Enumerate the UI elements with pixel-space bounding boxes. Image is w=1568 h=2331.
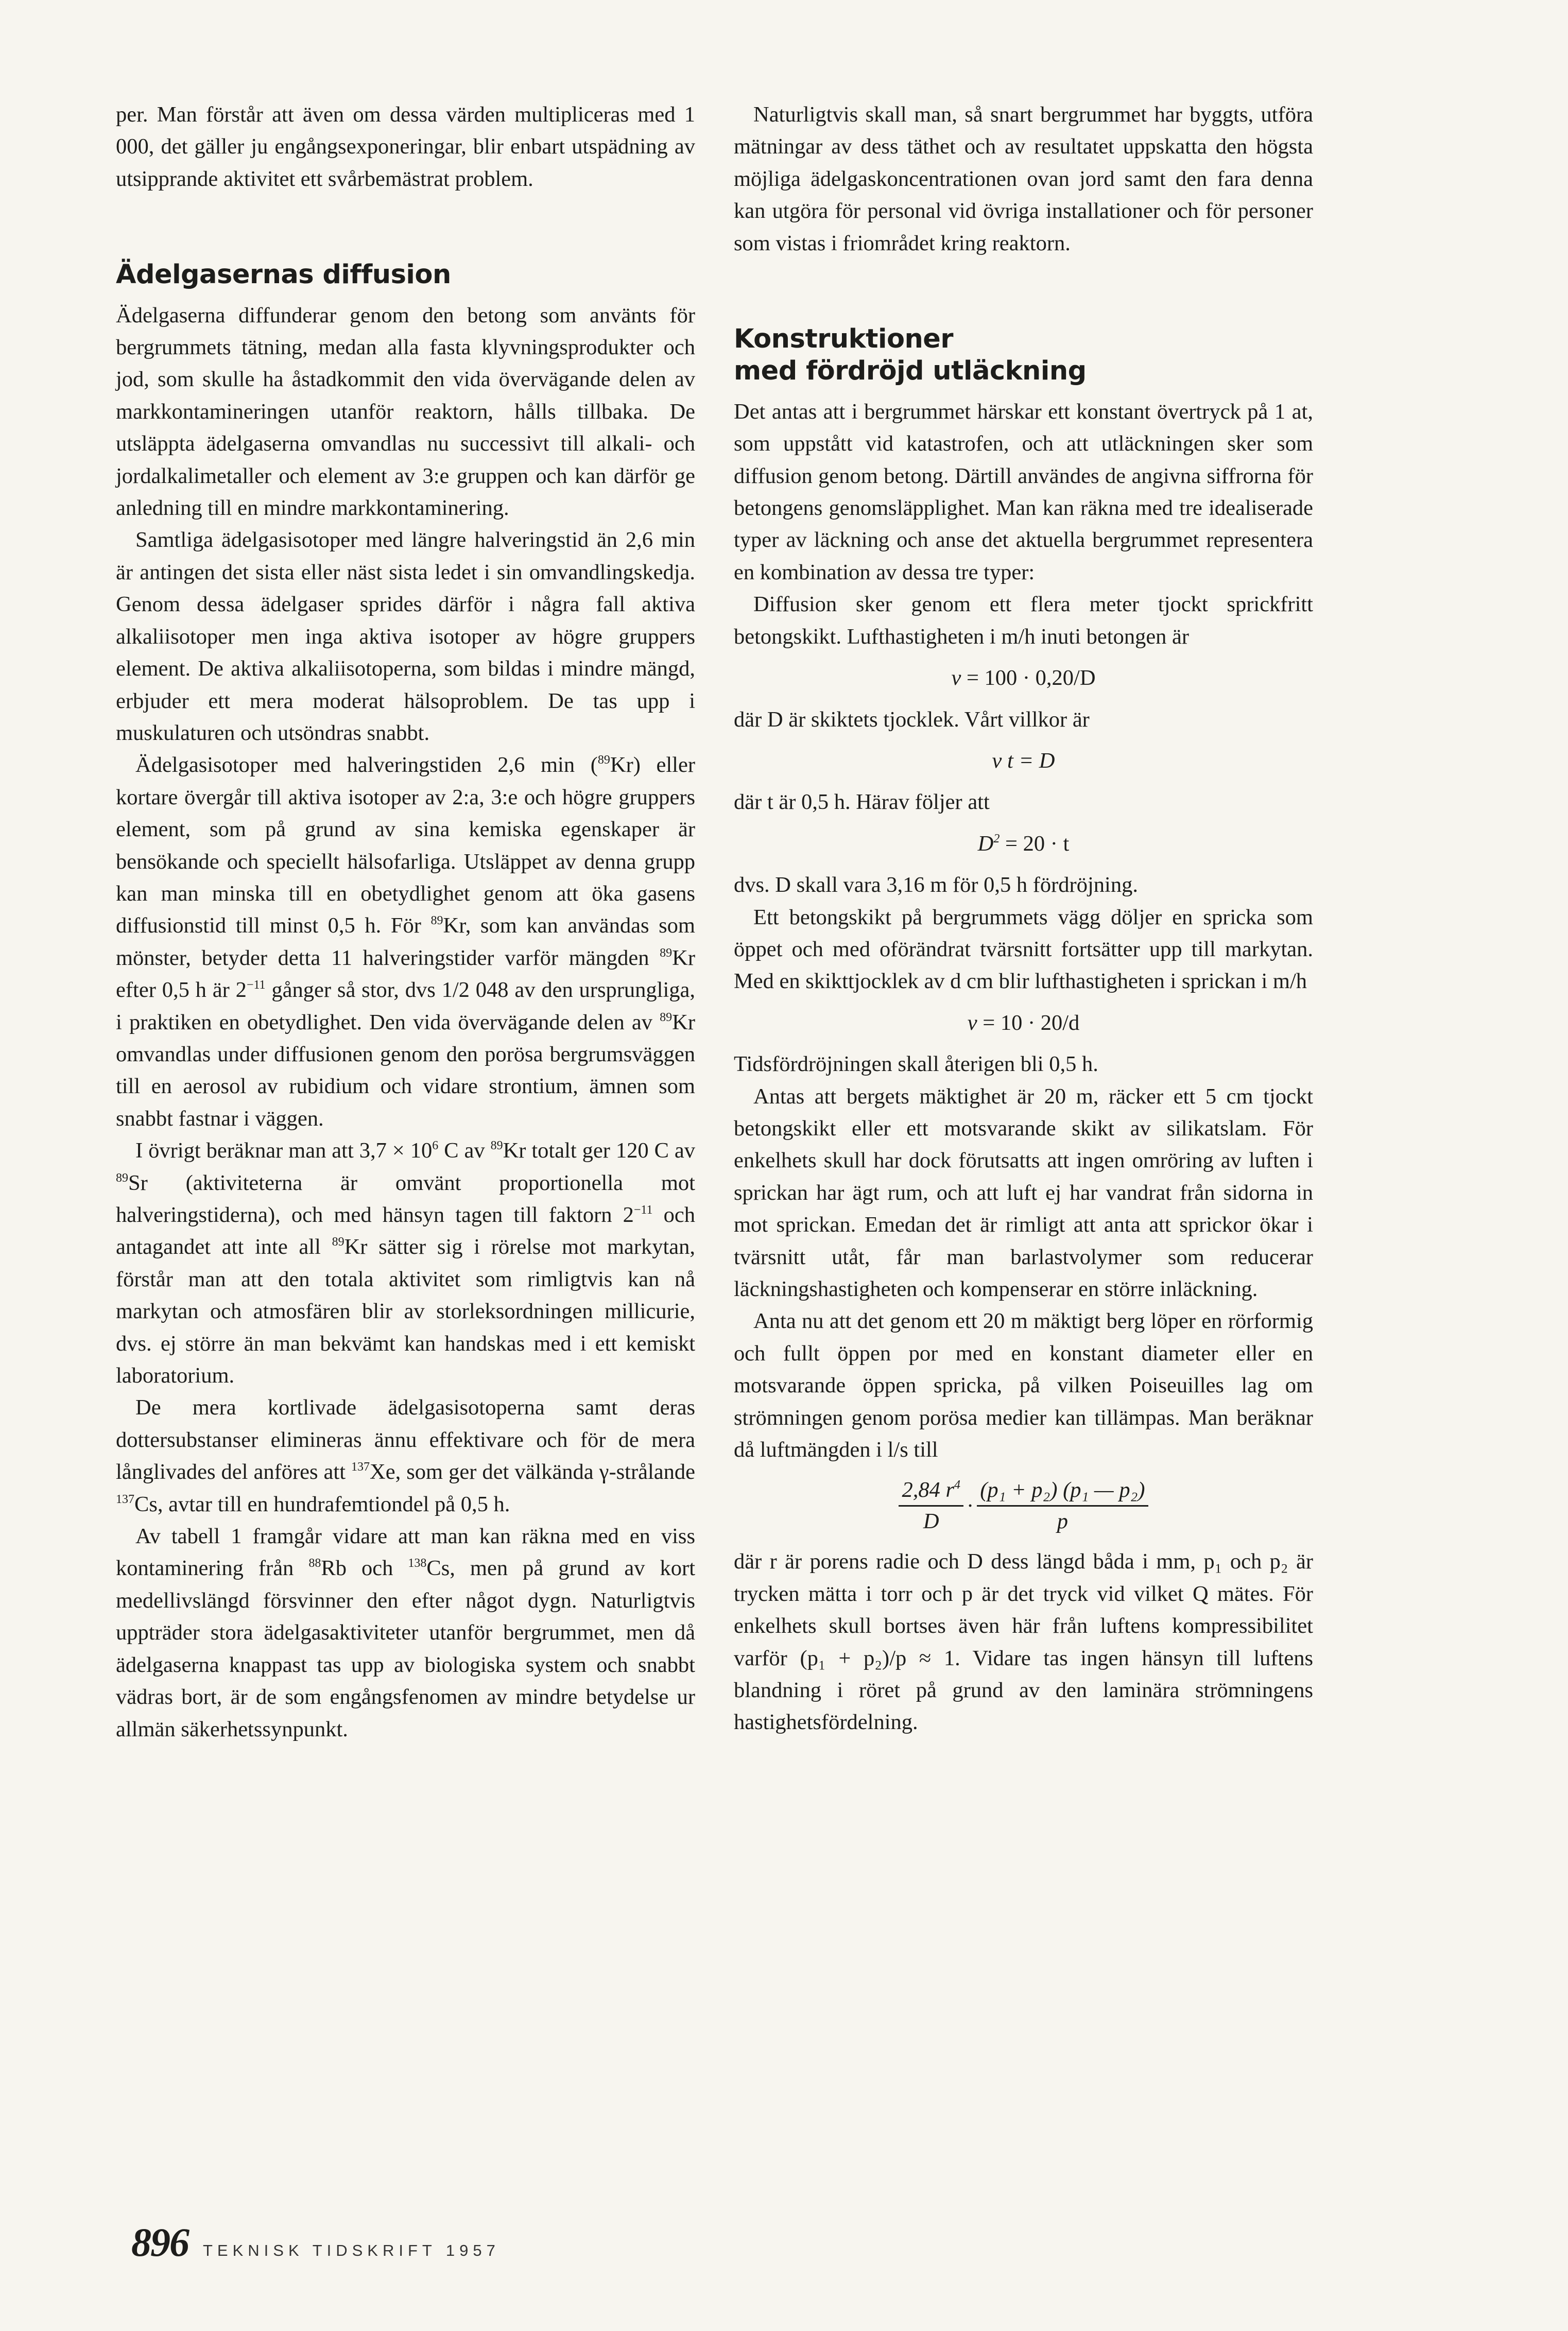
right-column [734, 99, 1313, 1739]
right-intro-paragraph: Naturligtvis skall man, så snart bergrummet har byggts, utföra mätningar av dess täthet och av resultatet uppskatta den högsta möjliga ädelgaskoncentrationen ovan jord samt den fara denna kan utgöra för personal vid övriga installationer och för personer som vistas i friområdet kring reaktorn. [734, 102, 1313, 255]
right-paragraph-7: Tidsfördröjningen skall återigen bli 0,5 h. [734, 1052, 1098, 1077]
page-footer [131, 2219, 500, 2266]
right-paragraph-2: Diffusion sker genom ett flera meter tjockt sprickfritt betongskikt. Lufthastigheten i m/h inuti betongen är [734, 592, 1313, 649]
equation-velocity-diffusion: v = 100 · 0,20/D [951, 666, 1096, 690]
right-paragraph-5: dvs. D skall vara 3,16 m för 0,5 h fördröjning. [734, 873, 1138, 897]
left-paragraph-6: Av tabell 1 framgår vidare att man kan räkna med en viss kontaminering från $^{88}$Rb och $^{138}$Cs, men på grund av kort medellivslängd försvinner den efter något dygn. Naturligtvis uppträder stora ädelgasaktiviteter utanför bergrummet, men då ädelgaserna knappast tas upp av biologiska system och snabbt vädras bort, är de som engångsfenomen av mindre betydelse ur allmän säkerhetssynpunkt. [116, 1524, 696, 1741]
right-paragraph-1: Det antas att i bergrummet härskar ett konstant övertryck på 1 at, som uppstått vid katastrofen, och att utläckningen sker som diffusion genom betong. Därtill användes de angivna siffrorna för betongens genomsläpplighet. Man kan räkna med tre idealiserade typer av läckning och anse det aktuella bergrummet representera en kombination av dessa tre typer: [734, 399, 1313, 584]
left-column [116, 99, 695, 1746]
fraction-pressure: $\frac{\text{(p₁ + p₂) (p₁ — p₂)}}{p}$ [977, 1475, 1148, 1536]
journal-year: 1957 [445, 2241, 500, 2259]
left-intro-paragraph: per. Man förstår att även om dessa värden multipliceras med 1 000, det gäller ju engångsexponeringar, blir enbart utspädning av utsipprande aktivitet ett svårbemästrat problem. [116, 102, 695, 191]
equation-thickness: $D^2 = 20 \cdot t$ [977, 831, 1070, 856]
right-paragraph-4: där t är 0,5 h. Härav följer att [734, 790, 990, 815]
heading-konstruktioner: Konstruktioner med fördröjd utläckning [734, 324, 1087, 387]
equation-velocity-crack: v = 10 · 20/d [967, 1010, 1080, 1035]
right-paragraph-3: där D är skiktets tjocklek. Vårt villkor är [734, 707, 1090, 732]
left-paragraph-4: I övrigt beräknar man att $3,7 \times 10^6$ C av $^{89}$Kr totalt ger 120 C av $^{89}$Sr (aktiviteterna är omvänt proportionella mot halveringstiderna), och med hänsyn tagen till faktorn $2^{-11}$ och antagandet att inte all $^{89}$Kr sätter sig i rörelse mot markytan, förstår man att den totala aktivitet som rimligtvis kan nå markytan och atmosfären blir av storleksordningen millicurie, dvs. ej större än man bekvämt kan handskas med i ett kemiskt laboratorium. [116, 1138, 695, 1388]
journal-name: TEKNISK TIDSKRIFT [203, 2241, 437, 2259]
fraction-radius: $\frac{2,84 r^4}{D}$ [899, 1475, 963, 1536]
right-paragraph-10: där r är porens radie och D dess längd båda i mm, p₁ och p₂ är trycken mätta i torr och p är det tryck vid vilket Q mätes. För enkelhets skull bortses även här från luftens kompressibilitet varför (p₁ + p₂)/p ≈ 1. Vidare tas ingen hänsyn till luftens blandning i röret på grund av den laminära strömningens hastighetsfördelning. [734, 1549, 1313, 1735]
right-paragraph-6: Ett betongskikt på bergrummets vägg döljer en spricka som öppet och med oförändrat tvärsnitt fortsätter upp till markytan. Med en skikttjocklek av d cm blir lufthastigheten i sprickan i m/h [734, 905, 1313, 994]
equation-poiseuille: $\frac{2,84 r^4}{D}$ · $\frac{\text{(p₁ + p₂) (p₁ — p₂)}}{p}$ [734, 1475, 1313, 1536]
equation-condition: v t = D [992, 748, 1055, 773]
page-number: 896 [131, 2220, 188, 2265]
left-paragraph-5: De mera kortlivade ädelgasisotoperna samt deras dottersubstanser elimineras ännu effektivare och för de mera långlivades del anföres att $^{137}$Xe, som ger det välkända γ-strålande $^{137}$Cs, avtar till en hundrafemtiondel på 0,5 h. [116, 1395, 696, 1516]
left-paragraph-1: Ädelgaserna diffunderar genom den betong som använts för bergrummets tätning, medan alla fasta klyvningsprodukter och jod, som skulle ha åstadkommit den vida övervägande delen av markkontamineringen utanför reaktorn, hålls tillbaka. De utsläppta ädelgaserna omvandlas nu successivt till alkali- och jordalkalimetaller och element av 3:e gruppen och kan därför ge anledning till en mindre markkontaminering. [116, 303, 695, 521]
right-paragraph-8: Antas att bergets mäktighet är 20 m, räcker ett 5 cm tjockt betongskikt eller ett motsvarande skikt av silikatslam. För enkelhets skull har dock förutsatts att ingen omröring av luften i sprickan har ägt rum, och att luft ej har vandrat från sidorna in mot sprickan. Emedan det är rimligt att anta att sprickor ökar i tvärsnitt utåt, får man barlastvolymer som reducerar läckningshastigheten och kompenserar en större inläckning. [734, 1084, 1313, 1301]
left-paragraph-3: Ädelgasisotoper med halveringstiden 2,6 min ($^{89}$Kr) eller kortare övergår till aktiva isotoper av 2:a, 3:e och högre gruppers element, som på grund av sina kemiska egenskaper är bensökande och speciellt hälsofarliga. Utsläppet av denna grupp kan man minska till en obetydlighet genom att öka gasens diffusionstid till minst 0,5 h. För $^{89}$Kr, som kan användas som mönster, betyder detta 11 halveringstider varför mängden $^{89}$Kr efter 0,5 h är $2^{-11}$ gånger så stor, dvs 1/2 048 av den ursprungliga, i praktiken en obetydlighet. Den vida övervägande delen av $^{89}$Kr omvandlas under diffusionen genom den porösa bergrumsväggen till en aerosol av rubidium och vidare strontium, ämnen som snabbt fastnar i väggen. [116, 753, 695, 1131]
left-paragraph-2: Samtliga ädelgasisotoper med längre halveringstid än 2,6 min är antingen det sista eller näst sista ledet i sin omvandlingskedja. Genom dessa ädelgaser sprides därför i några fall aktiva alkaliisotoper men inga aktiva isotoper av högre gruppers element. De aktiva alkaliisotoperna, som bildas i mindre mängd, erbjuder ett mera moderat hälsoproblem. De tas upp i muskulaturen och utsöndras snabbt. [116, 528, 695, 745]
right-paragraph-9: Anta nu att det genom ett 20 m mäktigt berg löper en rörformig och fullt öppen por med en konstant diameter eller en motsvarande öppen spricka, på vilken Poiseuilles lag om strömningen genom porösa medier kan tillämpas. Man beräknar då luftmängden i l/s till [734, 1309, 1313, 1462]
heading-adelgasernas-diffusion: Ädelgasernas diffusion [116, 260, 451, 290]
